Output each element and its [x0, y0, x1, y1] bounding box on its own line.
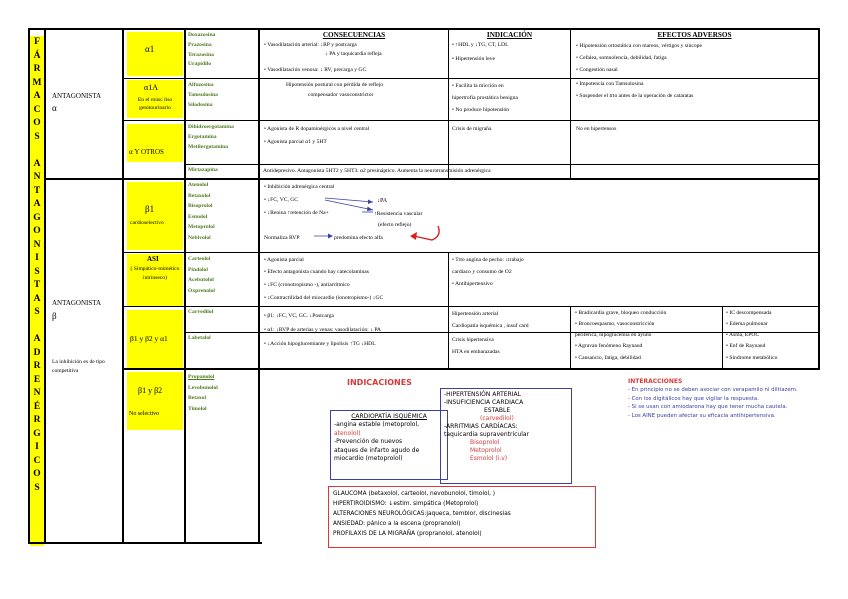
consec-beta1-line2: • ↓FC, VC, GC: [264, 197, 299, 203]
indic-carvedilol-line1: Hipertensión arterial: [452, 311, 499, 317]
consec-beta1-reflejo: (efecto reflejo): [378, 222, 412, 228]
consec-beta1-line1: • Inhibición adrenérgica central: [264, 184, 335, 190]
efec-alpha1-line2: • Cefalea, somnolencia, debilidad, fatiga: [576, 55, 667, 61]
consec-alpha1-line3: • Vasodilatación venosa: ↓ RV, precarga y GC: [264, 67, 367, 73]
receptor-alpha1-box: [127, 32, 183, 76]
consec-alpha1-line1: • Vasodilatación arterial: ↓RP y postcarga: [264, 42, 357, 48]
efec-beta-left-line4: • Agravan fenómeno Raynaud: [575, 343, 643, 349]
efec-beta-left-line5: • Cansancio, fatiga, debilidad: [575, 355, 641, 361]
consec-beta1-alfa: predomina efecto alfa: [334, 235, 383, 241]
drug-list-alpha1a: Alfuzosina Tamsulosina Silodosina: [188, 82, 218, 108]
indic-asi-line3: • Antihipertensivo: [452, 281, 493, 287]
indic-asi-line2: cardíaco y consumo de O2: [452, 269, 512, 275]
interaccion-3: - Si se usan con amiodarona hay que tener mucha cautela.: [628, 404, 788, 411]
consec-mirtazapina: Antidepresivo. Antagonista 5HT2 y 5HT3. α2 presináptico. Aumenta la neurotransmisión adrenérgica: [263, 168, 491, 174]
consec-alpha1-line4: Hipotensión postural con pérdida de reflejo: [286, 82, 384, 88]
drug-list-beta1: Atenolol Betaxolol Bisoprolol Esmolol Metoprolol Nebivolol: [188, 182, 215, 241]
indicaciones-title: INDICACIONES: [347, 378, 412, 387]
efec-beta-right-line5: • Síndrome metabólico: [726, 355, 778, 361]
side-title: F Á R M A C O S A N T A G O N I S T A S A D R E N É R G I C O S: [30, 36, 44, 546]
receptor-beta1: β1: [145, 204, 155, 214]
header-efectos: EFECTOS ADVERSOS: [657, 31, 732, 39]
hta-box: -HIPERTENSIÓN ARTERIAL -INSUFICIENCIA CARDIACA ESTABLE (carvedilol) -ARRITMIAS CARDÍACAS: taquicardia supraventricular Bisoprolol Metoprolol Esmolol (i.v): [440, 388, 572, 484]
receptor-asi-note: ( Simpático-mimético intrínseco): [130, 266, 180, 281]
indic-labetalol-line1: Crisis hipertensiva: [452, 337, 494, 343]
other-indications-box: GLAUCOMA (betaxolol, carteolol, nevobunolol, timolol, ) HIPERTIROIDISMO: ↓estim. simpática (Metoprolol) ALTERACIONES NEUROLÓGICAS:jaqueca, temblor, discinesias ANSIEDAD: pánico a la escena (propranolol) PROFILAXIS DE LA MIGRAÑA (propranolol, atenolol): [328, 486, 596, 548]
receptor-nonselective-note: No selectivo: [129, 411, 160, 417]
consec-mixto-line2: • α1: ↓RVP de arterias y venas: vasodilatación: ↓ PA: [264, 327, 381, 333]
header-indicacion: INDICACIÓN: [486, 31, 533, 39]
efec-beta-right-line4: • Enf de Raynaud: [726, 343, 766, 349]
indic-alpha1-line1: • ↑HDL y ↓TG, CT, LDL: [452, 42, 509, 48]
drug-list-nonselective: Propanolol Levobunolol Betaxol Timolol: [188, 374, 218, 412]
indic-alpha1a-line3: • No produce hipotensión: [452, 107, 510, 113]
efec-beta-left-line1: • Bradicardia grave, bloqueo conducción: [575, 310, 667, 316]
receptor-alpha1a-note: En el músc liso genitourinario: [137, 97, 173, 111]
consec-beta1-arrows: [300, 186, 450, 250]
drug-mirtazapina: Mirtazapina: [188, 167, 218, 173]
receptor-asi: ASI: [147, 255, 159, 263]
consec-asi-line4: • ↓Contractilidad del miocardio (ionotropismo-) ↓GC: [264, 295, 384, 301]
indic-otros: Crisis de migraña: [452, 126, 492, 132]
receptor-nonselective-box: [127, 372, 183, 430]
drug-list-alpha1: Doxazosina Prazosina Terazosina Urapidilo: [188, 32, 216, 68]
indicaciones-panel: [300, 372, 590, 552]
efec-beta-right-line2: • Edema pulmonar: [726, 321, 768, 327]
drug-list-alpha-otros: Dihidroergotamina Ergotamina Metilergotamina: [188, 124, 234, 150]
efec-alpha1-line5: • Suspender el trto antes de la operación de cataratas: [576, 93, 694, 99]
efec-alpha1-line3: • Congestión nasal: [576, 67, 618, 73]
consec-beta1-resistencia: ↑Resistencia vascular: [374, 211, 423, 217]
receptor-nonselective: β1 y β2: [138, 386, 163, 395]
receptor-alpha1a: α1A: [144, 83, 158, 92]
receptor-alpha-otros: α Y OTROS: [129, 148, 164, 156]
consec-alpha1-line5: compensador vasoconstrictor: [308, 92, 374, 98]
efec-beta-left-line2: • Broncoespasmo, vasoconstricción: [575, 321, 655, 327]
receptor-beta1-note: cardioselectivo: [130, 220, 164, 226]
cardio-box: CARDIOPATÍA ISQUÉMICA -angina estable (metoprolol, atenolol) -Prevención de nuevos ataques de infarto agudo de miocardio (metoprolol): [330, 410, 448, 480]
consec-mixto-line3: • ↓Acción hipoglucemiante y lipolisis ↑TG ↓HDL: [264, 341, 376, 347]
interaccion-4: - Los AINE pueden afectar su eficacia antihipertensiva.: [628, 412, 776, 419]
efec-alpha1-line4: • Impotencia con Tamsulosina: [576, 81, 644, 87]
consec-beta1-pa: ↓PA: [377, 198, 388, 204]
consec-otros-line2: • Agonista parcial α1 y 5HT: [264, 139, 327, 145]
receptor-mixto: β1 y β2 y α1: [130, 334, 168, 343]
drug-carvedilol: Carvedilol: [188, 309, 214, 315]
alpha-title: ANTAGONISTA: [52, 92, 102, 100]
indic-alpha1-line2: • Hipertensión leve: [452, 56, 495, 62]
interaccion-1: - En principio no se deben asociar con verapamilo ni diltiazem.: [628, 387, 798, 394]
efec-beta-right-line1: • IC descompensada: [726, 310, 772, 316]
consec-otros-line1: • Agonista de R dopaminérgicos a nivel central: [264, 126, 370, 132]
indic-labetalol-line2: HTA en embarazadas: [452, 349, 500, 355]
consec-alpha1-line2: ↓ PA y taquicardia refleja: [325, 51, 382, 57]
efec-beta-left-line3: periférica, hipoglucemia en ayuno: [575, 332, 652, 338]
efec-alpha1-line1: • Hipotensión ortostática con mareos, vértigos y síncope: [576, 43, 702, 49]
interaccion-2: - Con los digitálicos hay que vigilar la respuesta.: [628, 395, 759, 402]
interacciones-title: INTERACCIONES: [628, 378, 683, 385]
consec-mixto-line1: • β1: ↓FC, VC, GC. ↓Postcarga: [264, 313, 334, 319]
receptor-alpha1: α1: [145, 44, 155, 54]
interacciones-panel: [628, 378, 838, 438]
indic-carvedilol-line2: Cardiopatía isquémica , insuf card: [452, 323, 529, 329]
efec-otros: No en hipertensos: [576, 126, 617, 132]
beta-symbol: β: [52, 311, 57, 321]
beta-note: La inhibición es de tipo competitiva: [52, 359, 105, 374]
drug-list-asi: Carteolol Pindolol Acebutolol Oxprenolol: [188, 256, 215, 294]
alpha-symbol: α: [52, 103, 57, 113]
consec-asi-line1: • Agonista parcial: [264, 257, 304, 263]
efec-beta-right-line3: • Asma, EPOC: [726, 332, 760, 338]
consec-beta1-line3: • ↓Renina ↑retención de Na+: [264, 210, 329, 216]
receptor-beta1-box: [127, 182, 183, 250]
consec-beta1-normaliza: Normaliza RVP: [264, 235, 300, 241]
indic-alpha1a-line1: • Facilita la micción en: [452, 83, 504, 89]
consec-asi-line3: • ↓FC (cronotropismo -), antiarrítmico: [264, 282, 350, 288]
indic-asi-line1: • Trto angina de pecho: ↓trabajo: [452, 257, 524, 263]
consec-asi-line2: • Efecto antagonista cuando hay catecolaminas: [264, 269, 369, 275]
drug-labetalol: Labetalol: [188, 335, 211, 341]
header-consecuencias: CONSECUENCIAS: [322, 31, 386, 39]
beta-title: ANTAGONISTA: [52, 299, 102, 307]
indic-alpha1a-line2: hipertrofia prostática benigna: [452, 95, 518, 101]
